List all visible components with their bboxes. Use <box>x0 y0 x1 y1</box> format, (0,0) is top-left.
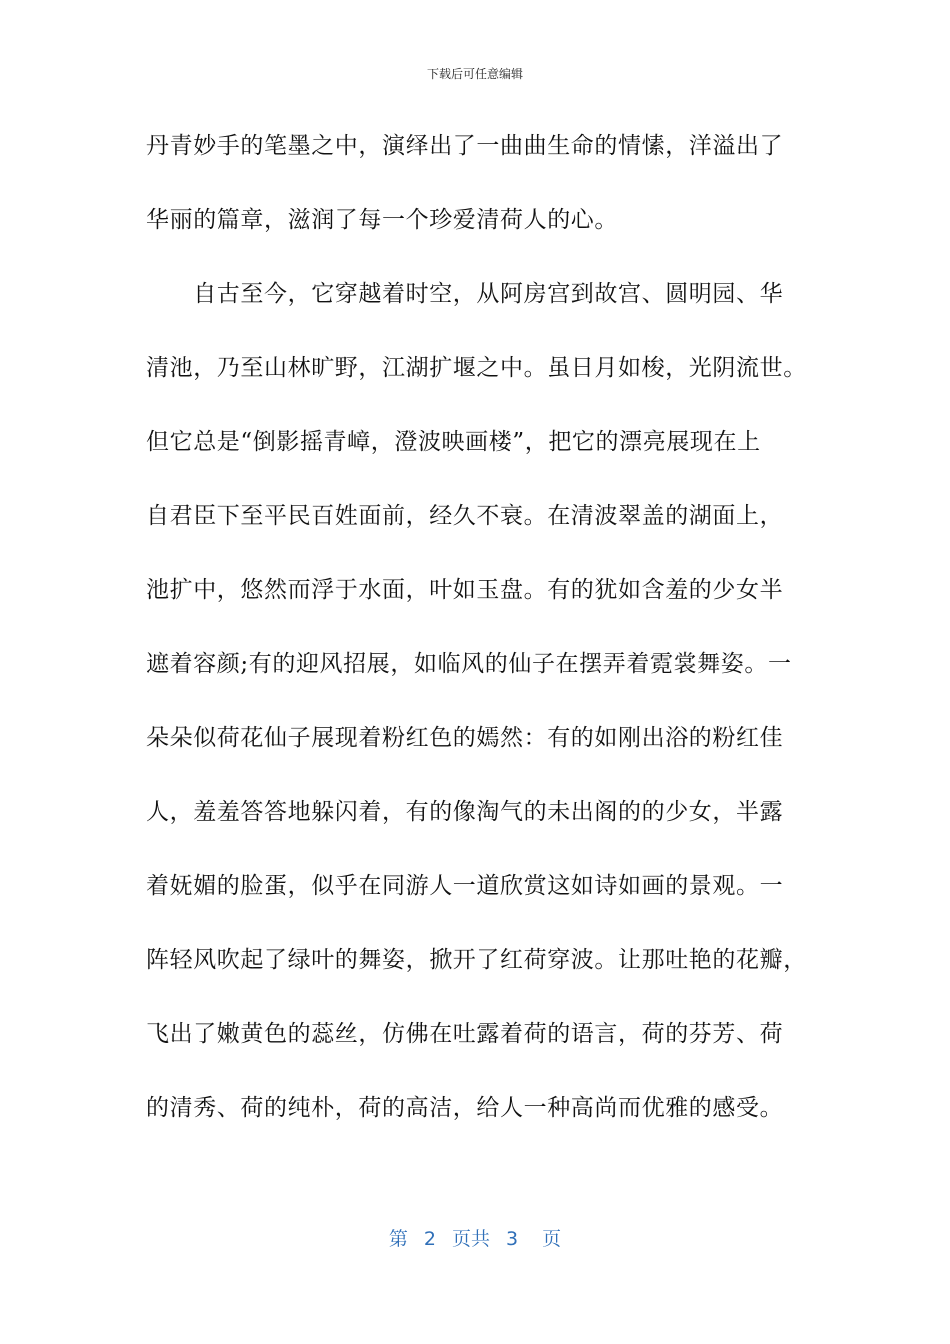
text-line: 飞出了嫩黄色的蕊丝，仿佛在吐露着荷的语言，荷的芬芳、荷 <box>146 1021 784 1047</box>
text-line: 自古至今，它穿越着时空，从阿房宫到故宫、圆明园、华 <box>146 281 784 307</box>
text-line: 池扩中，悠然而浮于水面，叶如玉盘。有的犹如含羞的少女半 <box>146 577 784 603</box>
page-middle: 页共 <box>451 1228 490 1250</box>
page-total: 3 <box>506 1228 519 1250</box>
text-line: 自君臣下至平民百姓面前，经久不衰。在清波翠盖的湖面上， <box>146 503 784 529</box>
text-line: 清池，乃至山林旷野，江湖扩堰之中。虽日月如梭，光阴流世。 <box>146 355 807 381</box>
text-line: 人，羞羞答答地躲闪着，有的像淘气的未出阁的的少女，半露 <box>146 799 784 825</box>
text-line: 朵朵似荷花仙子展现着粉红色的嫣然：有的如刚出浴的粉红佳 <box>146 725 784 751</box>
page-suffix: 页 <box>542 1228 562 1250</box>
page-header <box>0 66 950 82</box>
page-footer <box>0 1226 950 1252</box>
text-line: 华丽的篇章，滋润了每一个珍爱清荷人的心。 <box>146 207 618 233</box>
text-line: 阵轻风吹起了绿叶的舞姿，掀开了红荷穿波。让那吐艳的花瓣， <box>146 947 807 973</box>
text-line: 丹青妙手的笔墨之中，演绎出了一曲曲生命的情愫，洋溢出了 <box>146 133 784 159</box>
header-note: 下载后可任意编辑 <box>426 67 523 81</box>
text-line: 的清秀、荷的纯朴，荷的高洁，给人一种高尚而优雅的感受。 <box>146 1095 784 1121</box>
page-prefix: 第 <box>388 1228 408 1250</box>
text-line: 但它总是“倒影摇青嶂，澄波映画楼”，把它的漂亮展现在上 <box>146 429 761 455</box>
text-line: 着妩媚的脸蛋，似乎在同游人一道欣赏这如诗如画的景观。一 <box>146 873 784 899</box>
document-body <box>146 128 826 1127</box>
text-line: 遮着容颜;有的迎风招展，如临风的仙子在摆弄着霓裳舞姿。一 <box>146 651 792 677</box>
page-current: 2 <box>423 1228 436 1250</box>
